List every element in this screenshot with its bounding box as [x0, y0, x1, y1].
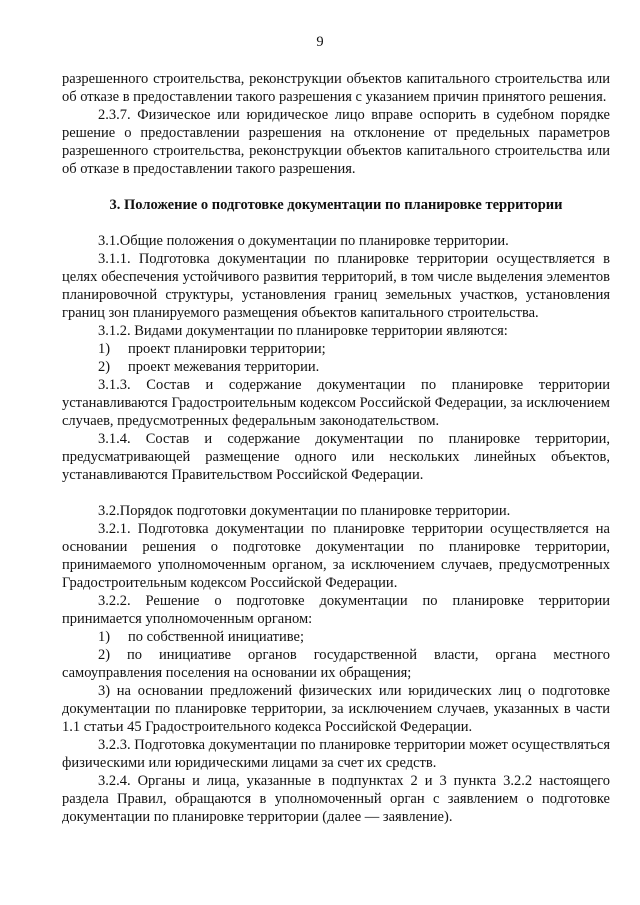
list-item-text: по собственной инициативе;	[128, 629, 305, 645]
section-heading: 3. Положение о подготовке документации по планировке территории	[109, 197, 563, 213]
paragraph: 3.1.4. Состав и содержание документации по планировке территории, предусматривающей размещение одного или нескольких линейных объектов, устанавливаются Правительством Российской Федерации.	[62, 431, 610, 483]
paragraph: 2.3.7. Физическое или юридическое лицо вправе оспорить в судебном порядке решение о предоставлении разрешения на отклонение от предельных параметров разрешенного строительства, реконструкции объектов капитального строительства или об отказе в предоставлении такого разрешения.	[62, 107, 610, 177]
page-number: 9	[316, 34, 324, 50]
paragraph: 3) на основании предложений физических или юридических лиц о подготовке документации по планировке территории, за исключением случаев, указанных в части 1.1 статьи 45 Градостроительного кодекса Российской Федерации.	[62, 683, 610, 735]
list-item-number: 1)	[98, 341, 111, 357]
spacer	[62, 484, 610, 502]
list-item-number: 2)	[98, 359, 111, 375]
list-item	[62, 628, 610, 646]
paragraph: разрешенного строительства, реконструкции объектов капитального строительства или об отказе в предоставлении такого разрешения с указанием причин принятого решения.	[62, 71, 610, 105]
list-item-number: 1)	[98, 629, 111, 645]
paragraph: 3.1.1. Подготовка документации по планировке территории осуществляется в целях обеспечения устойчивого развития территорий, в том числе выделения элементов планировочной структуры, установления границ земельных участков, установления границ зон планируемого размещения объектов капитального строительства.	[62, 251, 610, 321]
paragraph: 3.2.3. Подготовка документации по планировке территории может осуществляться физическими или юридическими лицами за счет их средств.	[62, 737, 610, 771]
paragraph: 3.1.2. Видами документации по планировке территории являются:	[98, 323, 508, 339]
list-item	[62, 340, 610, 358]
paragraph: 2) по инициативе органов государственной власти, органа местного самоуправления поселения на основании их обращения;	[62, 647, 610, 681]
list-item-text: проект планировки территории;	[128, 341, 326, 357]
document-body	[62, 70, 610, 826]
list-item-text: проект межевания территории.	[128, 359, 320, 375]
paragraph: 3.2.Порядок подготовки документации по планировке территории.	[98, 503, 511, 519]
paragraph: 3.1.3. Состав и содержание документации по планировке территории устанавливаются Градостроительным кодексом Российской Федерации, за исключением случаев, предусмотренных федеральным законодательством.	[62, 377, 610, 429]
paragraph: 3.2.2. Решение о подготовке документации по планировке территории принимается уполномоченным органом:	[62, 593, 610, 627]
paragraph: 3.1.Общие положения о документации по планировке территории.	[98, 233, 509, 249]
list-item	[62, 358, 610, 376]
paragraph: 3.2.1. Подготовка документации по планировке территории осуществляется на основании решения о подготовке документации по планировке территории, принимаемого уполномоченным органом, за исключением случаев, предусмотренных Градостроительным кодексом Российской Федерации.	[62, 521, 610, 591]
paragraph: 3.2.4. Органы и лица, указанные в подпунктах 2 и 3 пункта 3.2.2 настоящего раздела Правил, обращаются в уполномоченный орган с заявлением о подготовке документации по планировке территории (далее — заявление).	[62, 773, 610, 825]
